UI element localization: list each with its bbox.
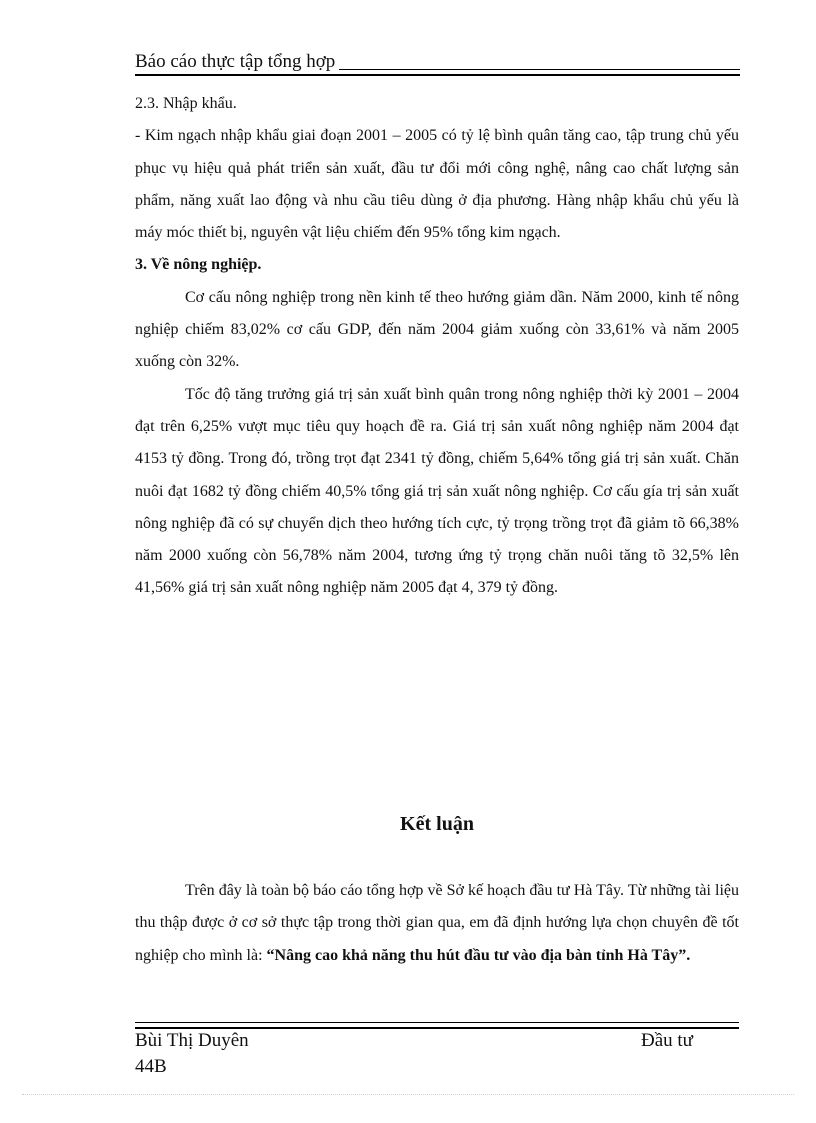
conclusion-paragraph (135, 875, 739, 972)
page-header (135, 50, 740, 74)
section-import-heading: 2.3. Nhập khẩu. (135, 95, 237, 112)
footer-department: Đầu tư (641, 1030, 693, 1051)
document-body (135, 88, 739, 605)
page-edge-line (22, 1094, 794, 1095)
footer-class: 44B (135, 1056, 167, 1077)
header-title: Báo cáo thực tập tổng hợp (135, 50, 339, 74)
agriculture-paragraph-2: Tốc độ tăng trưởng giá trị sản xuất bình quân trong nông nghiệp thời kỳ 2001 – 2004 đạt trên 6,25% vượt mục tiêu quy hoạch đề ra. Giá trị sản xuất nông nghiệp năm 2004 đạt 4153 tỷ đồng. Trong đó, trồng trọt đạt 2341 tỷ đồng, chiếm 5,64% tổng giá trị sản xuất. Chăn nuôi đạt 1682 tỷ đồng chiếm 40,5% tổng giá trị sản xuất nông nghiệp. Cơ cấu gía trị sản xuất nông nghiệp đã có sự chuyển dịch theo hướng tích cực, tỷ trọng trồng trọt đã giảm tõ 66,38% năm 2000 xuống còn 56,78% năm 2004, tương ứng tỷ trọng chăn nuôi tăng tõ 32,5% lên 41,56% giá trị sản xuất nông nghiệp năm 2005 đạt 4, 379 tỷ đồng. (135, 385, 739, 597)
conclusion-heading: Kết luận (400, 813, 474, 835)
conclusion-topic: “Nâng cao khả năng thu hút đầu tư vào địa bàn tỉnh Hà Tây”. (266, 946, 691, 964)
conclusion-body (135, 875, 739, 972)
conclusion-text: Trên đây là toàn bộ báo cáo tổng hợp về Sở kế hoạch đầu tư Hà Tây. Từ những tài liệu thu thập được ở cơ sở thực tập trong thời gian qua, em đã định hướng lựa chọn chuyên đề tốt nghiệp cho mình là: (135, 882, 739, 964)
section-import-paragraph: - Kim ngạch nhập khẩu giai đoạn 2001 – 2005 có tỷ lệ bình quân tăng cao, tập trung chủ yếu phục vụ hiệu quả phát triển sản xuất, đầu tư đổi mới công nghệ, nâng cao chất lượng sản phẩm, năng xuất lao động và nhu cầu tiêu dùng ở địa phương. Hàng nhập khẩu chủ yếu là máy móc thiết bị, nguyên vật liệu chiếm đến 95% tổng kim ngạch. (135, 127, 739, 242)
agriculture-paragraph-1: Cơ cấu nông nghiệp trong nền kinh tế theo hướng giảm dần. Năm 2000, kinh tế nông nghiệp chiếm 83,02% cơ cấu GDP, đến năm 2004 giảm xuống còn 33,61% và năm 2005 xuống còn 32%. (135, 288, 739, 371)
footer-author: Bùi Thị Duyên (135, 1030, 249, 1051)
section-agriculture-heading: 3. Về nông nghiệp. (135, 256, 262, 274)
